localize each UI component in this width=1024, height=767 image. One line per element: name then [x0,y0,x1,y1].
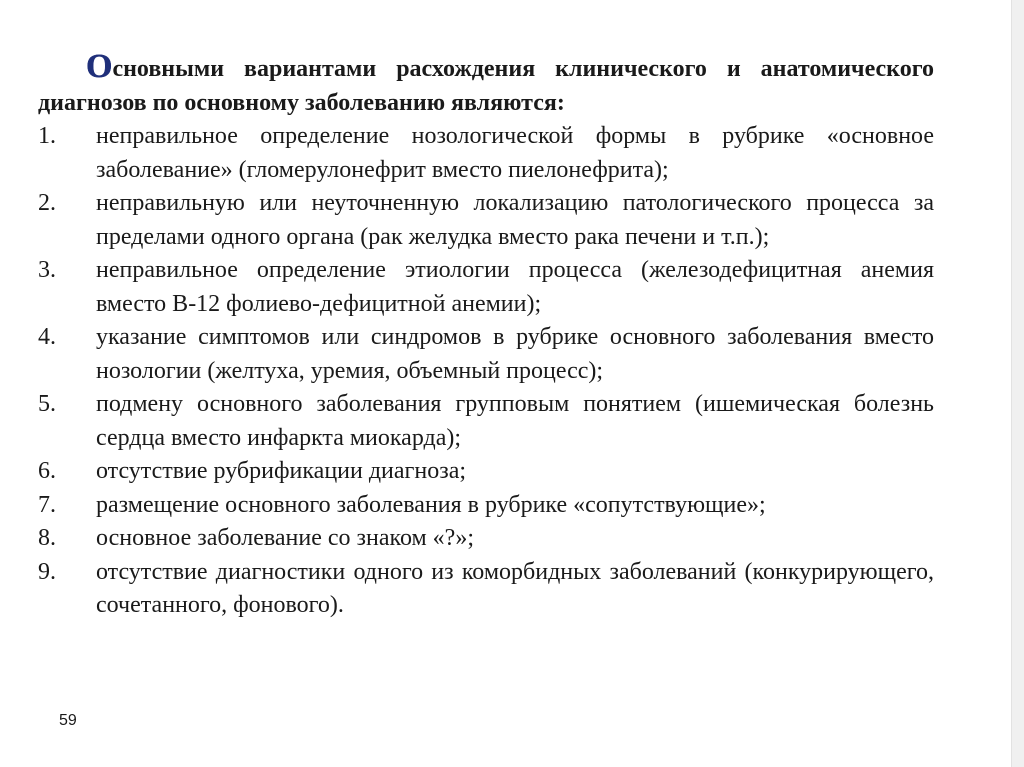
page-number: 59 [59,712,77,729]
list-item-text: отсутствие рубрификации диагноза; [96,458,467,484]
list-item [38,187,934,254]
list-item-text: основное заболевание со знаком «?»; [96,525,474,551]
list-item-text: неправильное определение этиологии процесса (железодефицитная анемия вместо В-12 фолиево-дефицитной анемии); [96,257,934,317]
intro-paragraph [38,50,934,120]
variants-list [38,120,934,623]
list-item [38,556,934,623]
list-item-number: 1. [38,123,56,149]
list-item [38,254,934,321]
list-item [38,388,934,455]
list-item [38,120,934,187]
list-item-text: подмену основного заболевания групповым понятием (ишемическая болезнь сердца вместо инфаркта миокарда); [96,391,934,451]
list-item-number: 9. [38,558,56,585]
list-item-number: 6. [38,458,56,484]
intro-text: сновными вариантами расхождения клинического и анатомического диагнозов по основному заболеванию являются: [38,56,934,116]
list-item-number: 4. [38,324,56,350]
list-item [38,522,934,556]
list-item-number: 3. [38,257,56,283]
list-item-number: 2. [38,190,56,216]
list-item [38,321,934,388]
list-item [38,455,934,489]
list-item [38,489,934,523]
list-item-text: неправильное определение нозологической формы в рубрике «основное заболевание» (гломерулонефрит вместо пиелонефрита); [96,123,934,183]
window-edge-strip [1011,0,1024,767]
list-item-number: 7. [38,491,56,518]
intro-dropcap: О [86,48,113,85]
list-item-text: неправильную или неуточненную локализацию патологического процесса за пределами одного органа (рак желудка вместо рака печени и т.п.); [96,190,934,250]
list-item-text: отсутствие диагностики одного из коморбидных заболеваний (конкурирующего, сочетанного, фонового). [96,558,934,618]
list-item-text: указание симптомов или синдромов в рубрике основного заболевания вместо нозологии (желтуха, уремия, объемный процесс); [96,324,934,384]
list-item-number: 5. [38,391,56,417]
list-item-number: 8. [38,525,56,551]
list-item-text: размещение основного заболевания в рубрике «сопутствующие»; [96,491,766,518]
slide-body [38,50,934,623]
